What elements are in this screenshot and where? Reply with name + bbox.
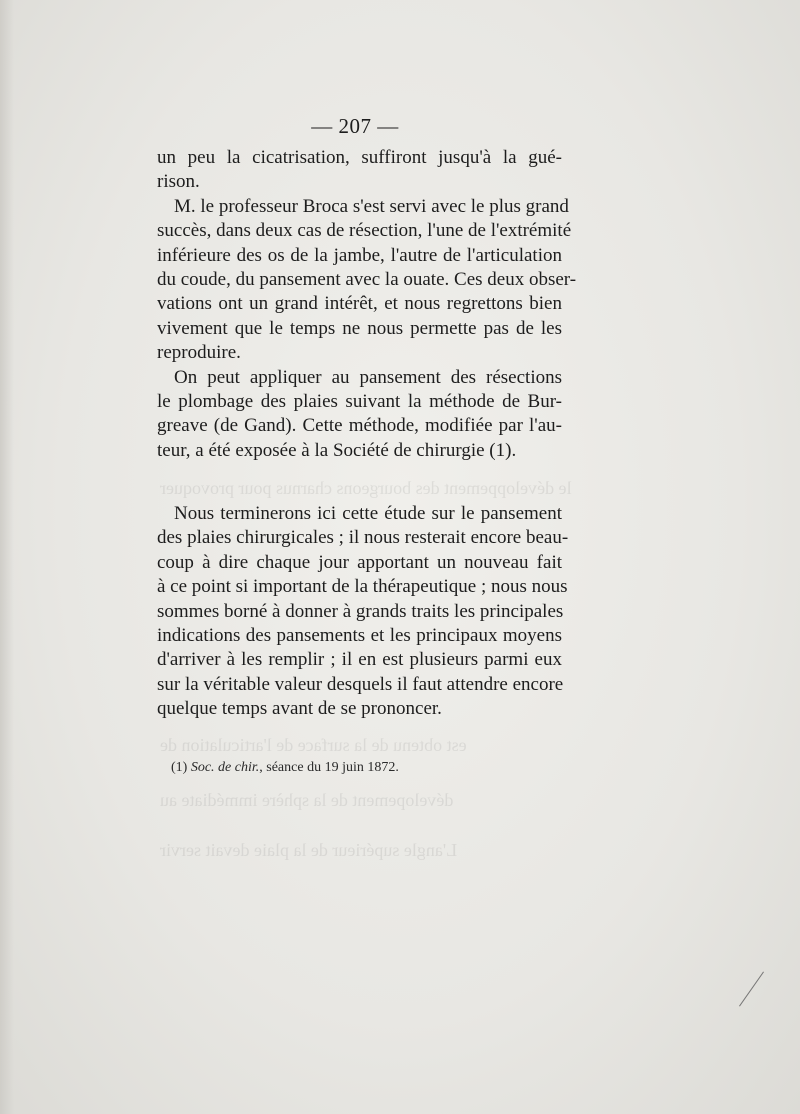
text-line: sur la véritable valeur desquels il faut attendre encore: [157, 673, 564, 695]
text-line: quelque temps avant de se prononcer.: [157, 698, 442, 720]
text-line: teur, a été exposée à la Société de chirurgie (1).: [157, 439, 517, 461]
text-line: indications des pansements et les principaux moyens: [157, 624, 562, 646]
text-line: à ce point si important de la thérapeutique ; nous nous: [157, 576, 568, 598]
footnote-marker: (1): [171, 760, 188, 775]
text-line: des plaies chirurgicales ; il nous resterait encore beau-: [157, 527, 569, 549]
text-line: du coude, du pansement avec la ouate. Ces deux obser-: [157, 268, 577, 290]
binding-shadow: [0, 0, 14, 1114]
text-line: coup à dire chaque jour apportant un nouveau fait: [157, 551, 562, 573]
text-line: sommes borné à donner à grands traits les principales: [157, 600, 564, 622]
text-line: vivement que le temps ne nous permette pas de les: [157, 317, 562, 339]
text-line: vations ont un grand intérêt, et nous regrettons bien: [157, 293, 562, 315]
text-line: greave (de Gand). Cette méthode, modifiée par l'au-: [157, 415, 562, 437]
text-line: On peut appliquer au pansement des résections: [174, 366, 562, 388]
footnote-text: , séance du 19 juin 1872.: [259, 760, 399, 775]
text-line: le plombage des plaies suivant la méthode de Bur-: [157, 390, 562, 412]
bleed-through-text: dévelopement de la sphère immédiate au: [160, 790, 454, 810]
text-line: succès, dans deux cas de résection, l'une de l'extrémité: [157, 220, 572, 242]
pencil-mark: [739, 972, 764, 1007]
text-line: M. le professeur Broca s'est servi avec le plus grand: [174, 195, 569, 217]
text-line: Nous terminerons ici cette étude sur le pansement: [174, 503, 562, 524]
paragraph-block-bottom: [157, 502, 569, 722]
text-line: rison.: [157, 171, 200, 193]
bleed-through-text: le développement des bourgeons charnus pour provoquer: [160, 478, 572, 498]
paragraph-block-top: [157, 146, 577, 463]
text-line: inférieure des os de la jambe, l'autre de l'articulation: [157, 244, 562, 266]
footnote: [171, 760, 399, 776]
text-line: reproduire.: [157, 342, 241, 364]
bleed-through-text: L'angle supérieur de la plaie devait servir: [160, 840, 458, 860]
text-line: d'arriver à les remplir ; il en est plusieurs parmi eux: [157, 649, 562, 671]
bleed-through-text: est obtenu de la surface de l'articulation de: [160, 735, 467, 755]
page-number: — 207 —: [311, 114, 399, 138]
footnote-source: Soc. de chir.: [190, 760, 260, 775]
text-line: un peu la cicatrisation, suffiront jusqu'à la gué-: [157, 147, 562, 168]
